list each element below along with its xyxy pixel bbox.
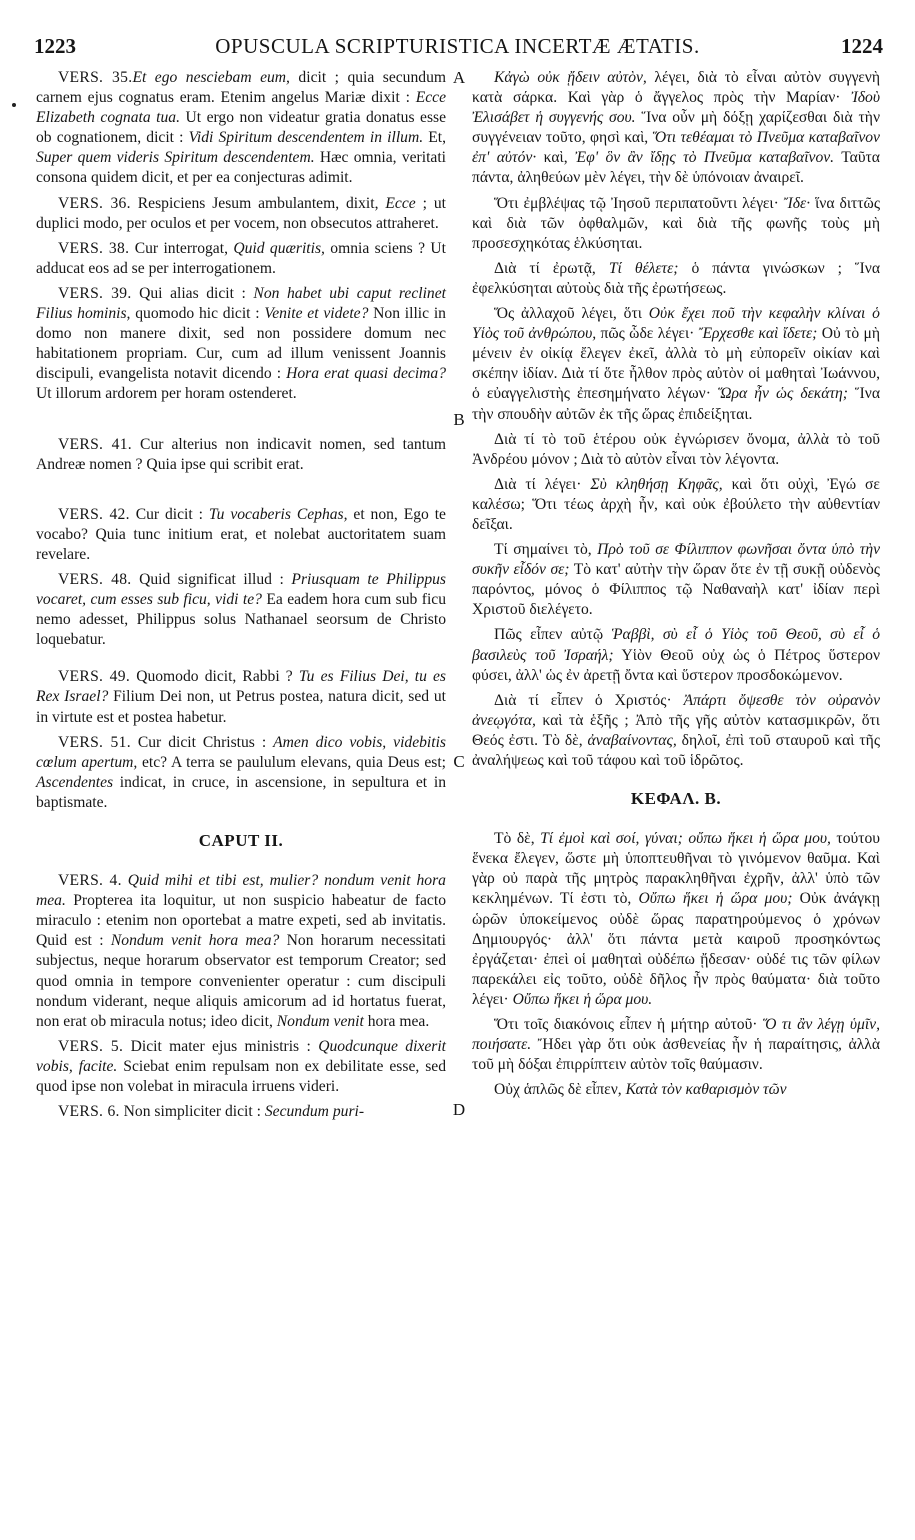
- text-run: Ἵνα τὴν σπουδὴν αὐτῶν ἐκ τῆς ὥρας ἐπιδείξηται.: [472, 385, 880, 423]
- paragraph: [472, 691, 880, 771]
- quoted-text: Nondum venit: [276, 1012, 364, 1030]
- quoted-text: Hora erat quasi decima?: [286, 365, 447, 383]
- verse-label: VERS. 36.: [58, 194, 131, 212]
- section-heading: ΚΕΦΑΛ. Β.: [630, 789, 722, 809]
- quoted-text: Venite et videte?: [264, 305, 369, 323]
- text-run: Quomodo dicit, Rabbi ?: [130, 668, 299, 686]
- quoted-text: Οὐκ ἔχει ποῦ τὴν κεφαλὴν κλίναι ὁ Υἱὸς τοῦ ἀνθρώπου,: [472, 305, 880, 343]
- text-run: Διὰ τί ἐρωτᾷ,: [494, 259, 609, 277]
- margin-letter-b: B: [453, 410, 465, 429]
- verse-label: VERS. 39.: [58, 284, 132, 302]
- text-run: Τί σημαίνει τὸ,: [494, 541, 598, 559]
- quoted-text: Super quem videris Spiritum descendentem.: [36, 149, 315, 167]
- paragraph: [472, 304, 880, 425]
- text-run: πῶς ὧδε λέγει·: [596, 325, 699, 343]
- verse-label: VERS. 4.: [58, 872, 122, 890]
- text-run: Dicit mater ejus ministris :: [123, 1037, 319, 1055]
- text-run: καὶ τὰ ἑξῆς ; Ἀπὸ τῆς γῆς αὐτὸν κατασμικρῶν, ὅτι Θεός ἐστι. Τὸ δὲ,: [472, 711, 880, 749]
- quoted-text: Nondum venit hora mea?: [110, 932, 280, 950]
- quoted-text: ἀναβαίνοντας,: [587, 731, 677, 749]
- text-run: hora mea.: [363, 1012, 430, 1030]
- quoted-text: Τί θέλετε;: [608, 259, 679, 277]
- verse-label: VERS. 5.: [58, 1037, 124, 1055]
- text-run: ὁ πάντα γινώσκων ; Ἵνα ἐφελκύσηται αὐτοὺς διὰ τῆς ἐρωτήσεως.: [472, 259, 880, 297]
- quoted-text: Non habet ubi caput reclinet Filius hominis,: [36, 284, 446, 323]
- quoted-text: Quodcunque dixerit vobis, facite.: [36, 1037, 446, 1075]
- quoted-text: Priusquam te Philippus vocaret, cum esses sub ficu, vidi te?: [36, 570, 446, 609]
- quoted-text: Σὺ κληθήσῃ Κηφᾶς,: [590, 475, 723, 493]
- quoted-text: Ἰδοὺ Ἐλισάβετ ἡ συγγενής σου.: [472, 89, 880, 127]
- quoted-text: Amen dico vobis, videbitis cœlum apertum,: [36, 733, 446, 771]
- paragraph: [36, 1037, 446, 1097]
- quoted-text: Quid quæritis,: [233, 239, 325, 257]
- text-run: Quid significat illud :: [131, 570, 292, 588]
- paragraph: [472, 430, 880, 470]
- paragraph: [472, 829, 880, 1010]
- paragraph: [472, 1015, 880, 1075]
- text-run: Υἱὸν Θεοῦ οὐχ ὡς ὁ Πέτρος ὕστερον φύσει, ἀλλ' ὡς ἐν ἀρετῇ ὄντα καὶ ὕστερον προσδοκώμενον.: [472, 646, 880, 684]
- paragraph: [36, 733, 446, 813]
- text-run: Respiciens Jesum ambulantem, dixit,: [130, 194, 386, 212]
- quoted-text: Ecce: [385, 194, 416, 212]
- latin-column: [36, 68, 446, 1127]
- quoted-text: Secundum puri-: [264, 1103, 365, 1121]
- quoted-text: Tu es Filius Dei, tu es Rex Israel?: [36, 668, 446, 706]
- text-run: Ὅτι τοῖς διακόνοις εἶπεν ἡ μήτηρ αὐτοῦ·: [494, 1016, 763, 1034]
- quoted-text: Ὅ τι ἂν λέγῃ ὑμῖν, ποιήσατε.: [472, 1016, 880, 1054]
- verse-label: VERS. 49.: [58, 668, 131, 686]
- text-run: Ὅτι ἐμβλέψας τῷ Ἰησοῦ περιπατοῦντι λέγει·: [494, 194, 784, 212]
- text-run: καὶ ὅτι οὐχὶ, Ἐγώ σε καλέσω; Ὅτι τέως ἀρχὴ ἦν, καὶ οὐκ ἐβούλετο τὴν αὐθεντίαν δεῖξαι.: [472, 475, 880, 533]
- paragraph: [472, 194, 880, 254]
- text-run: λέγει, διὰ τὸ εἶναι αὐτὸν συγγενὴ κατὰ σάρκα. Καὶ γὰρ ὁ ἄγγελος πρὸς τὴν Μαρίαν·: [472, 69, 880, 107]
- text-run: Διὰ τί λέγει·: [494, 475, 591, 493]
- quoted-text: Ὅτι τεθέαμαι τὸ Πνεῦμα καταβαῖνον ἐπ' αὐτόν·: [472, 129, 880, 167]
- paragraph: [36, 194, 446, 234]
- quoted-text: Κἀγὼ οὐκ ᾔδειν αὐτὸν,: [494, 69, 647, 86]
- text-run: καὶ,: [536, 149, 576, 167]
- text-run: Filium Dei non, ut Petrus postea, natura dicit, sed ut in virtute est et postea habetur.: [36, 688, 446, 726]
- text-run: τούτου ἕνεκα ἔλεγεν, ὥστε μὴ ὑποπτευθῆναι τὸ γινόμενον θαῦμα. Καὶ γὰρ οὐ παρὰ τῆς μητρὸς παρακληθῆναι ἐχρῆν, ἀλλ' ὑπὸ τῶν κεκλημένων. Τί ἐστι τὸ,: [472, 830, 881, 908]
- quoted-text: Ἐφ' ὃν ἂν ἴδῃς τὸ Πνεῦμα καταβαῖνον.: [575, 149, 835, 167]
- verse-label: VERS. 51.: [58, 733, 131, 751]
- text-run: Ὅς ἀλλαχοῦ λέγει, ὅτι: [494, 305, 649, 323]
- verse-label: VERS. 41.: [58, 435, 132, 453]
- quoted-text: Ὥρα ἦν ὡς δεκάτη;: [717, 385, 848, 403]
- paragraph: [36, 505, 446, 565]
- text-run: Οὐχ ἁπλῶς δὲ εἶπεν,: [494, 1081, 626, 1099]
- verse-label: VERS. 42.: [58, 505, 130, 523]
- section-heading: CAPUT II.: [198, 831, 284, 850]
- quoted-text: Quid mihi et tibi est, mulier? nondum venit hora mea.: [36, 872, 446, 910]
- quoted-text: Tu vocaberis Cephas,: [208, 505, 348, 523]
- text-run: Non simpliciter dicit :: [119, 1103, 265, 1121]
- quoted-text: Ἔρχεσθε καὶ ἴδετε;: [698, 325, 818, 343]
- quoted-text: Οὔπω ἥκει ἡ ὥρα μου;: [638, 890, 793, 908]
- quoted-text: Πρὸ τοῦ σε Φίλιππον φωνῆσαι ὄντα ὑπὸ τὴν συκῆν εἶδόν σε;: [472, 541, 880, 579]
- paragraph: [472, 68, 880, 189]
- paragraph: [36, 68, 446, 189]
- text-run: Propterea ita loquitur, ut non suspicio habeatur de facto miraculo : etenim non oportebat a matre expeti, sed ab invitatis. Quid est :: [36, 892, 446, 950]
- text-run: ἵνα διττῶς καὶ διὰ τῶν ὀφθαλμῶν, καὶ διὰ τῆς φωνῆς τοὺς μὴ προσεσχηκότας ἑλκύσηται.: [472, 194, 880, 252]
- text-run: dicit ; quia secundum carnem ejus cognatus eram. Etenim angelus Mariæ dixit :: [36, 69, 446, 107]
- text-run: Τὸ κατ' αὐτὴν τὴν ὥραν ὅτε ἐν τῇ συκῇ οὐδενὸς παρόντος, μόνος ὁ Φίλιππος τῷ Ναθαναὴλ κατ' ἰδίαν περὶ Χριστοῦ διελέγετο.: [472, 561, 880, 619]
- paragraph: [472, 475, 880, 535]
- text-run: indicat, in cruce, in ascensione, in sepultura et in baptismate.: [36, 773, 446, 811]
- text-run: Τὸ δὲ,: [494, 830, 541, 848]
- text-run: Non illic in domo non manere dixit, sed non possidere domum nec habitationem propriam. Cur, cum ad illum venissent Joannis discipuli, evangelista notavit dicendo :: [36, 305, 446, 383]
- margin-letter-d: D: [452, 1100, 466, 1119]
- paragraph: [36, 1102, 446, 1122]
- text-run: Qui alias dicit :: [131, 284, 254, 302]
- verse-label: VERS. 35.: [58, 69, 133, 86]
- text-run: Cur interrogat,: [129, 239, 234, 257]
- text-run: Ἵνα οὖν μὴ δόξῃ χαρίζεσθαι διὰ τὴν συγγένειαν τοῦτο, φησὶ καὶ,: [472, 109, 880, 147]
- text-run: Διὰ τί τὸ τοῦ ἑτέρου οὐκ ἐγνώρισεν ὄνομα, ἀλλὰ τὸ τοῦ Ἀνδρέου μόνον ; Διὰ τὸ αὐτὸν εἶναι τὸν λέγοντα.: [472, 430, 880, 468]
- paragraph: [36, 435, 446, 475]
- paragraph: [472, 625, 880, 685]
- text-run: Cur dicit :: [129, 505, 209, 523]
- text-run: Ut ergo non videatur gratia donatus esse ob cognationem, dicit :: [36, 109, 447, 147]
- quoted-text: Οὔπω ἥκει ἡ ὥρα μου.: [512, 990, 653, 1008]
- text-run: Hæc omnia, veritati consona quidem dicit, et per ea conjecturas adimit.: [36, 149, 446, 187]
- text-run: Ταῦτα πάντα, ἀληθεύων μὲν λέγει, τὴν δὲ ὑπόνοιαν ἀναιρεῖ.: [472, 149, 880, 187]
- quoted-text: Ecce Elizabeth cognata tua.: [36, 89, 446, 127]
- running-title: OPUSCULA SCRIPTURISTICA INCERTÆ ÆTATIS.: [215, 34, 700, 58]
- verse-label: VERS. 6.: [58, 1103, 120, 1121]
- quoted-text: Et ego nesciebam eum,: [132, 69, 290, 86]
- quoted-text: Ἴδε·: [783, 194, 811, 212]
- text-run: δηλοῖ, ἐπὶ τοῦ σταυροῦ καὶ τῆς ἀναλήψεως καὶ τοῦ τάφου καὶ τοῦ ἱδρῶτος.: [472, 731, 880, 769]
- text-run: et non, Ego te vocabo? Quia tunc initium erat, et nolebat auctoritatem suam revelare.: [36, 505, 446, 563]
- text-run: Οὐ τὸ μὴ μένειν ἐν οἰκίᾳ ἔλεγεν ἐκεῖ, ἀλλὰ τὸ μὴ εὐπορεῖν οἰκίαν καὶ σκέπην ἰδίαν. Διὰ τί ὅτε ἦλθον πρὸς αὐτὸν οἱ μαθηταὶ Ἰωάννου, ὁ εὐαγγελιστὴς ἐπεσημήνατο λέγων·: [472, 325, 880, 403]
- text-run: Non horarum necessitati subjectus, neque horarum observator est temporum Creator; sed quod omnia in tempore convenienter operatur : cum discipuli nondum viderant, neque aliquis amicorum ad id hortatus fuerat, non erat ob miracula notus; ideo dicit,: [36, 932, 446, 1030]
- paragraph: [472, 1080, 880, 1100]
- paragraph: [472, 259, 880, 299]
- quoted-text: Ῥαββὶ, σὺ εἶ ὁ Υἱὸς τοῦ Θεοῦ, σὺ εἶ ὁ βασιλεὺς τοῦ Ἰσραήλ;: [472, 626, 880, 664]
- greek-column: [472, 68, 880, 1105]
- text-run: Ut illorum ardorem per horam ostenderet.: [36, 385, 297, 403]
- text-run: Ἤδει γὰρ ὅτι οὐκ ἀσθενείας ἦν ἡ παραίτησις, ἀλλὰ τοῦ μὴ δόξαι ἐπιρρίπτειν αὐτὸν τοῖς θαύμασιν.: [472, 1036, 880, 1074]
- page-number-right: 1224: [841, 34, 883, 58]
- page-number-left: 1223: [34, 34, 76, 58]
- paragraph: [36, 667, 446, 727]
- text-run: Cur alterius non indicavit nomen, sed tantum Andreæ nomen ? Quia ipse qui scribit erat.: [36, 435, 446, 473]
- paragraph: [36, 284, 446, 405]
- text-run: ; ut duplici modo, per oculos et per vocem, non obsecutos attraheret.: [36, 194, 446, 232]
- margin-letter-c: C: [453, 752, 465, 771]
- text-run: Ea eadem hora cum sub ficu nemo adesset, Philippus solus Nathanael seorsum de Christo loquebatur.: [36, 591, 446, 649]
- quoted-text: Vidi Spiritum descendentem in illum.: [188, 129, 424, 147]
- quoted-text: Ἀπάρτι ὄψεσθε τὸν οὐρανὸν ἀνεῳγότα,: [472, 691, 880, 729]
- quoted-text: Κατὰ τὸν καθαρισμὸν τῶν: [625, 1081, 787, 1099]
- ink-spot: [12, 103, 16, 107]
- text-run: Οὐκ ἀνάγκῃ ὡρῶν ὑποκείμενος οὐδὲ ὥρας παρατηρούμενος ὁ χρόνων Δημιουργός· ἀλλ' ὅτι πάντα μετὰ καιροῦ προσηκόντως ἐργάζεται· ἐπεὶ οἱ μαθηταὶ οὐδέπω ᾔδεσαν· οὐδέ τις τῶν φίλων παρεκάλει εἰς τοῦτο, οὐδὲ δῆλος ἦν πρὸς θαύματα· διὰ τοῦτο λέγει·: [472, 890, 880, 1008]
- running-header: [0, 30, 915, 60]
- verse-label: VERS. 48.: [58, 570, 132, 588]
- paragraph: [472, 540, 880, 620]
- text-run: quomodo hic dicit :: [130, 305, 265, 323]
- text-run: Sciebat enim repulsam non ex debilitate esse, sed quod ipse non volebat in miracula irruens videri.: [36, 1057, 447, 1096]
- quoted-text: Τί ἐμοὶ καὶ σοί, γύναι; οὔπω ἥκει ἡ ὥρα μου,: [540, 830, 831, 848]
- paragraph: [36, 570, 446, 650]
- verse-label: VERS. 38.: [58, 239, 130, 257]
- margin-letter-a: A: [452, 68, 466, 87]
- text-run: Πῶς εἶπεν αὐτῷ: [494, 626, 612, 644]
- text-run: Cur dicit Christus :: [130, 733, 274, 751]
- text-run: Et,: [423, 129, 446, 147]
- text-run: omnia sciens ? Ut adducat eos ad se per interrogationem.: [36, 239, 446, 277]
- text-run: etc? A terra se paululum elevans, quia Deus est;: [137, 753, 446, 771]
- paragraph: [36, 239, 446, 279]
- text-run: Διὰ τί εἶπεν ὁ Χριστός·: [494, 691, 684, 709]
- quoted-text: Ascendentes: [36, 773, 114, 791]
- paragraph: [36, 871, 446, 1032]
